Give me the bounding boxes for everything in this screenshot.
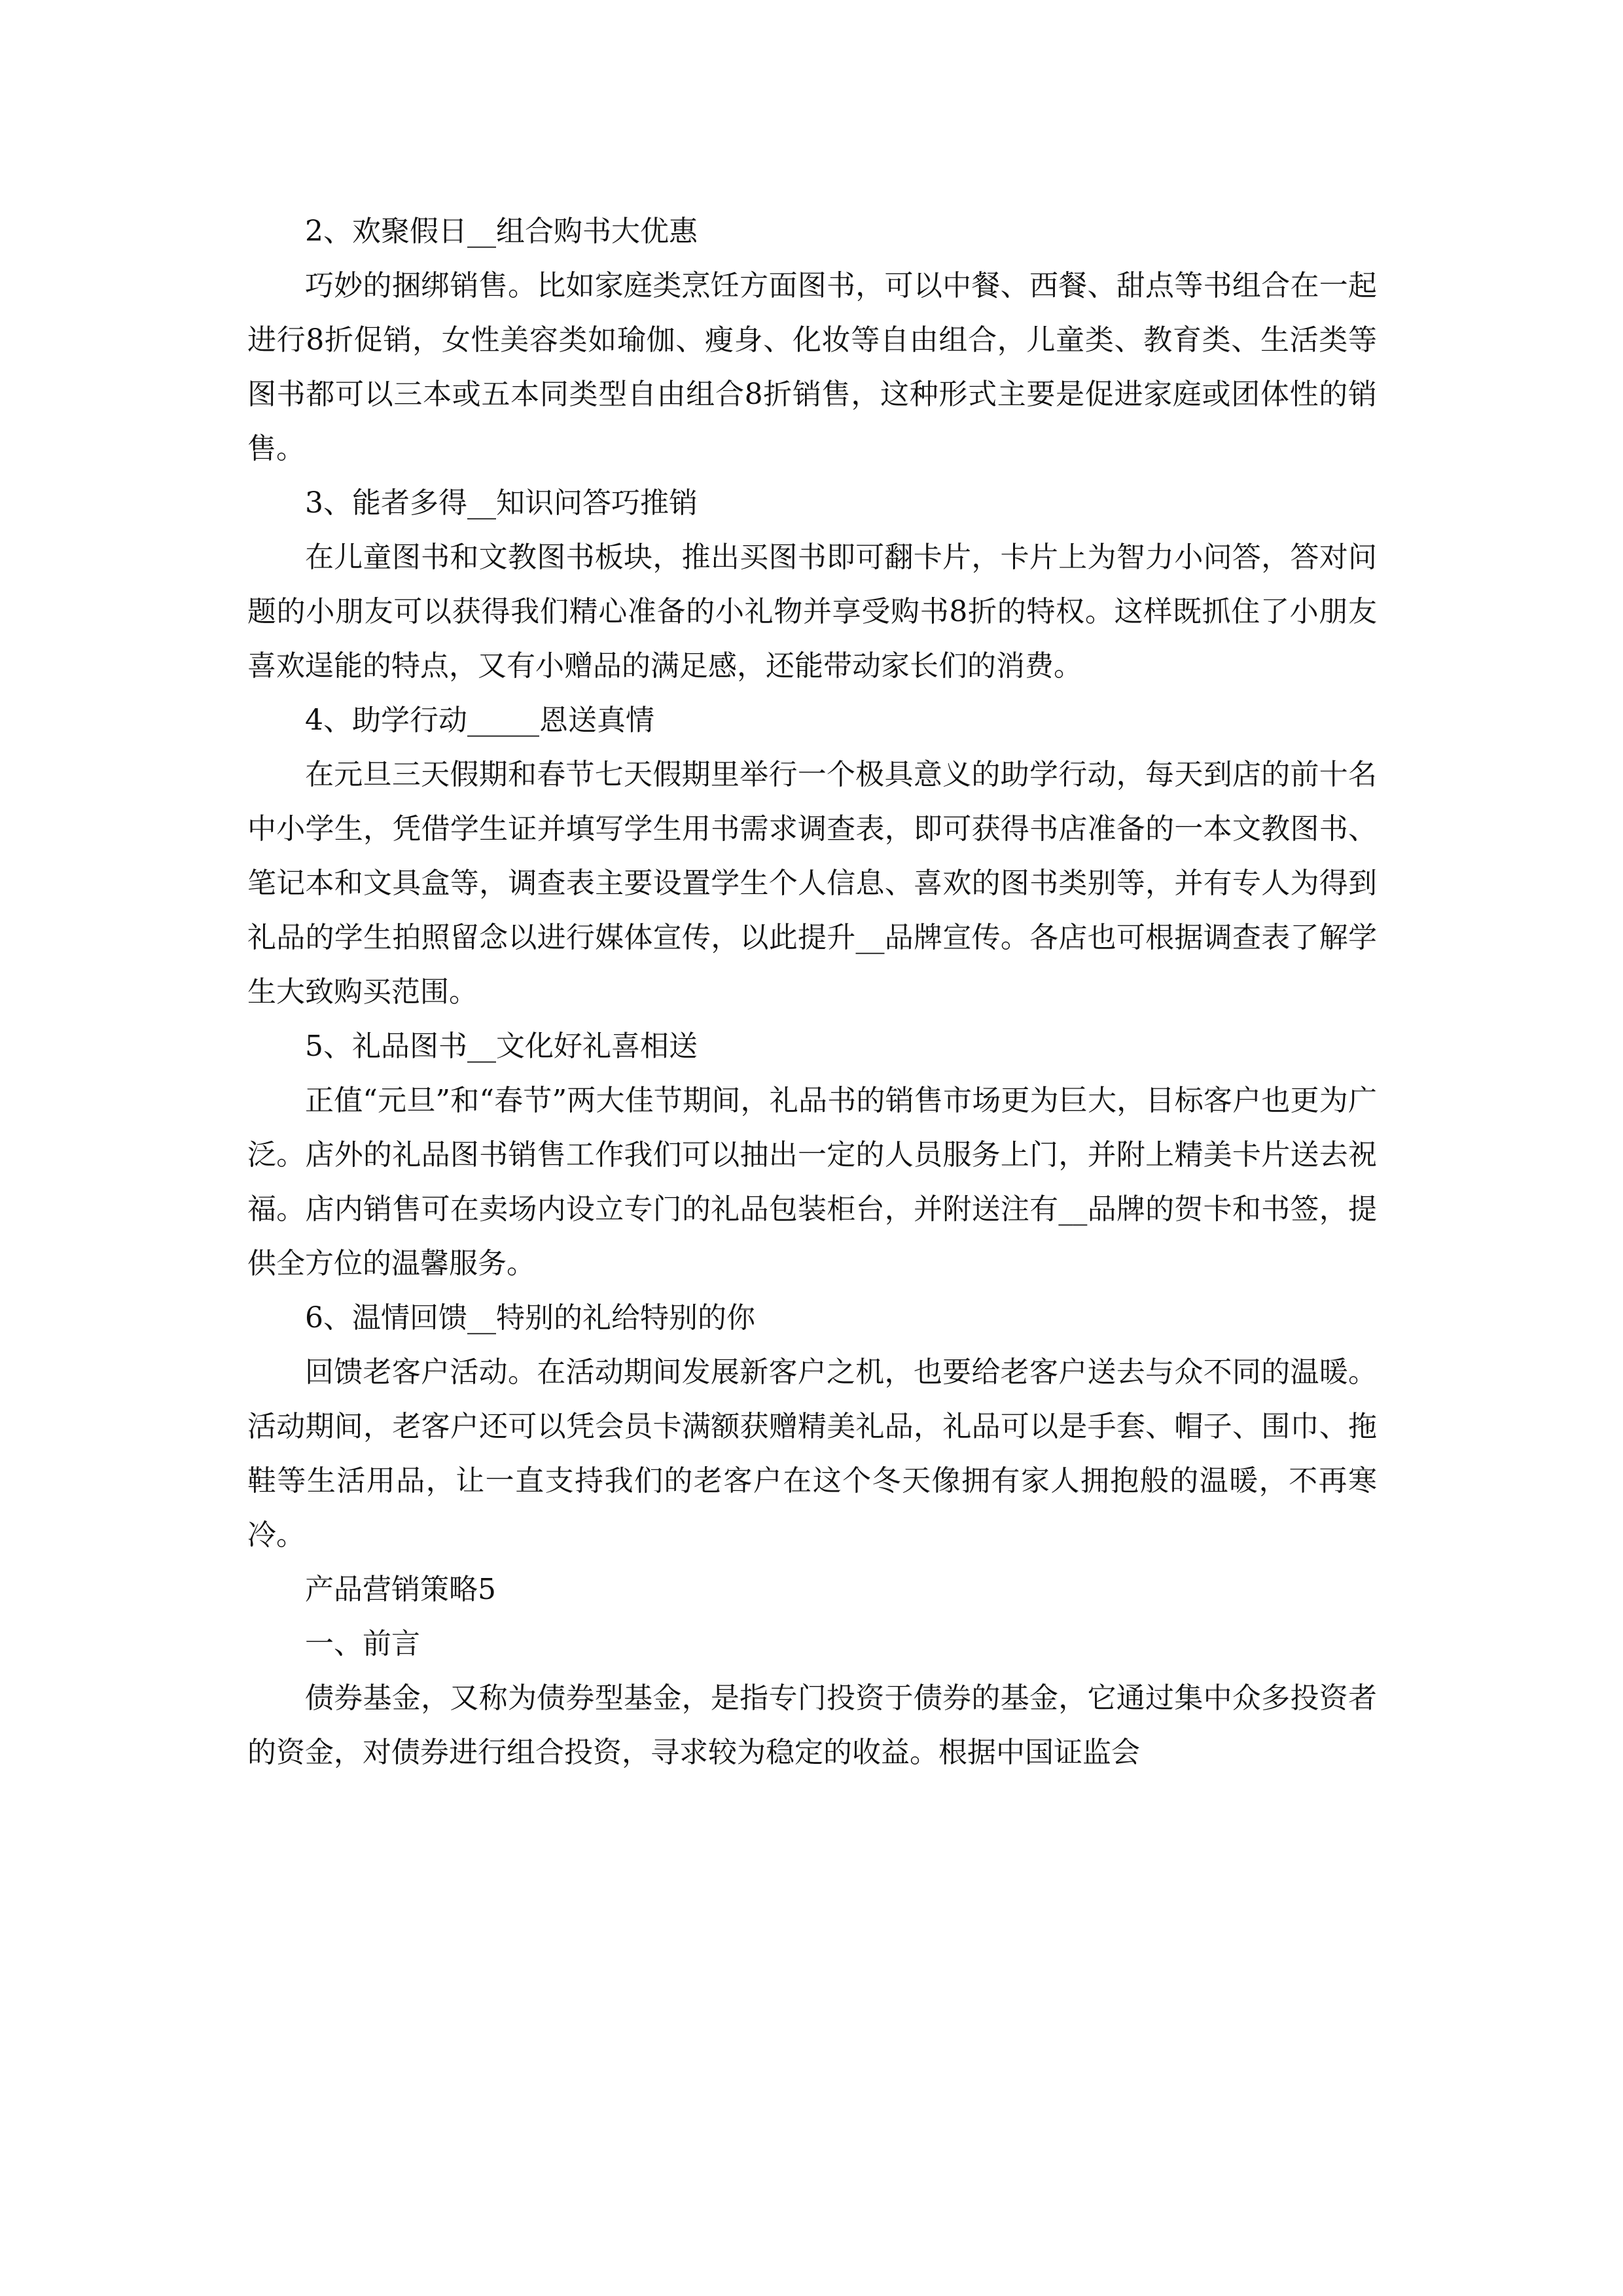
paragraph-student-aid: 在元旦三天假期和春节七天假期里举行一个极具意义的助学行动，每天到店的前十名中小学生，凭借学生证并填写学生用书需求调查表，即可获得书店准备的一本文教图书、笔记本和文具盒等，调查表主要设置学生个人信息、喜欢的图书类别等，并有专人为得到礼品的学生拍照留念以进行媒体宣传，以此提升__品牌宣传。各店也可根据调查表了解学生大致购买范围。 [247,758,1377,1009]
paragraph-quiz-promotion: 在儿童图书和文教图书板块，推出买图书即可翻卡片，卡片上为智力小问答，答对问题的小朋友可以获得我们精心准备的小礼物并享受购书8折的特权。这样既抓住了小朋友喜欢逞能的特点，又有小赠品的满足感，还能带动家长们的消费。 [247,541,1377,683]
paragraph-customer-feedback: 回馈老客户活动。在活动期间发展新客户之机，也要给老客户送去与众不同的温暖。活动期间，老客户还可以凭会员卡满额获赠精美礼品，礼品可以是手套、帽子、围巾、拖鞋等生活用品，让一直支持我们的老客户在这个冬天像拥有家人拥抱般的温暖，不再寒冷。 [247,1355,1377,1552]
heading-item-3: 3、能者多得__知识问答巧推销 [305,486,698,520]
section-title-strategy-5: 产品营销策略5 [305,1573,496,1606]
paragraph-bundle-sales: 巧妙的捆绑销售。比如家庭类烹饪方面图书，可以中餐、西餐、甜点等书组合在一起进行8折促销，女性美容类如瑜伽、瘦身、化妆等自由组合，儿童类、教育类、生活类等图书都可以三本或五本同类型自由组合8折销售，这种形式主要是促进家庭或团体性的销售。 [247,269,1377,465]
heading-preface: 一、前言 [305,1627,420,1660]
paragraph-bond-fund: 债券基金，又称为债券型基金，是指专门投资于债券的基金，它通过集中众多投资者的资金，对债券进行组合投资，寻求较为稳定的收益。根据中国证监会 [247,1681,1377,1769]
heading-item-4: 4、助学行动_____恩送真情 [305,704,654,737]
heading-item-6: 6、温情回馈__特别的礼给特别的你 [305,1301,755,1335]
paragraph-gift-books: 正值“元旦”和“春节”两大佳节期间，礼品书的销售市场更为巨大，目标客户也更为广泛。店外的礼品图书销售工作我们可以抽出一定的人员服务上门，并附上精美卡片送去祝福。店内销售可在卖场内设立专门的礼品包装柜台，并附送注有__品牌的贺卡和书签，提供全方位的温馨服务。 [247,1084,1377,1280]
document-body [247,204,1377,1780]
heading-item-5: 5、礼品图书__文化好礼喜相送 [305,1030,698,1063]
heading-item-2: 2、欢聚假日__组合购书大优惠 [305,215,698,248]
